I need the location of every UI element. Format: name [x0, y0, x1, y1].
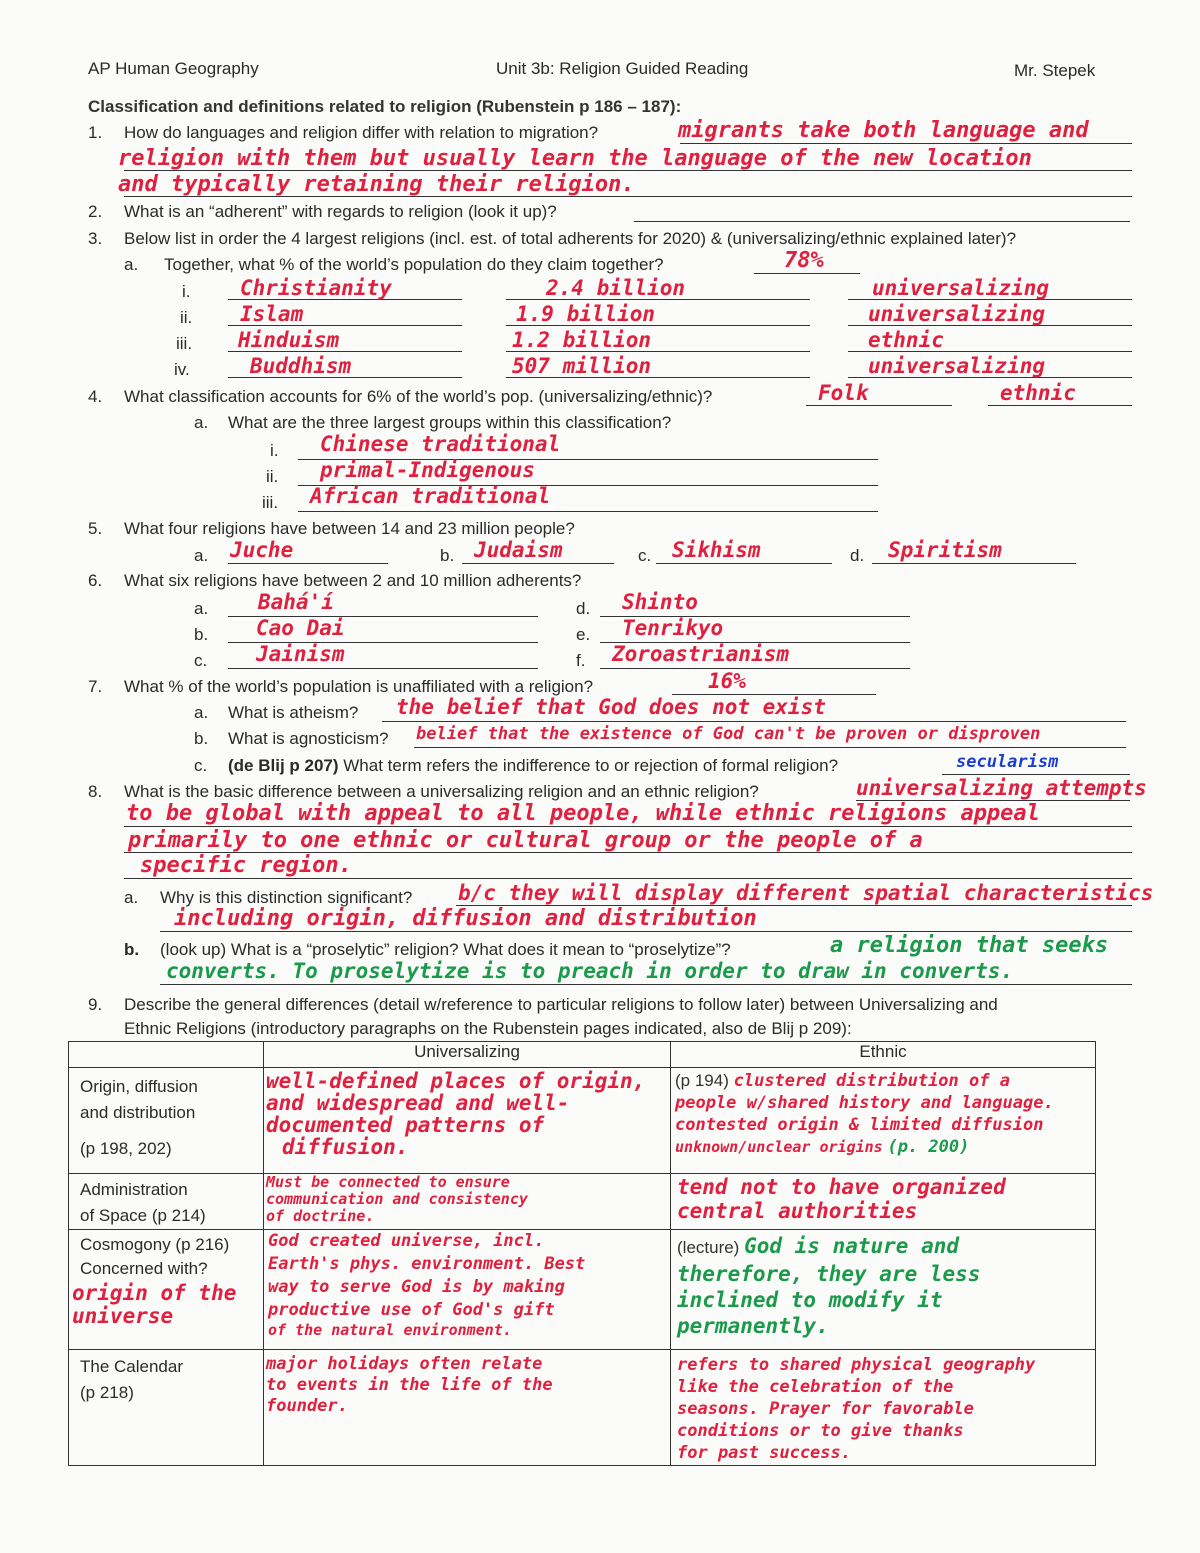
q3-count: 507 million [512, 354, 652, 378]
q7c-answer: secularism [956, 752, 1059, 772]
unit-title: Unit 3b: Religion Guided Reading [496, 59, 749, 78]
q1-answer-line2: religion with them but usually learn the language of the new location [118, 146, 1032, 171]
answer-line [160, 931, 1132, 932]
cell-answer-line: diffusion. [282, 1135, 409, 1159]
q8a-answer-line1: b/c they will display different spatial characteristics [458, 881, 1154, 905]
q7-answer: 16% [708, 669, 746, 693]
q3a-answer: 78% [784, 248, 824, 273]
row-label-line: (p 218) [80, 1383, 134, 1402]
table-row [69, 1350, 1096, 1466]
q5-text: What four religions have between 14 and 23 million people? [124, 519, 575, 538]
answer-line [228, 668, 538, 669]
q7a-answer: the belief that God does not exist [396, 695, 826, 719]
q8b-answer-line1: a religion that seeks [830, 933, 1109, 958]
q4-item-answer: African traditional [310, 484, 551, 508]
q4-answer-type: ethnic [1000, 381, 1076, 405]
answer-line [872, 563, 1076, 564]
q3-religion: Buddhism [250, 354, 352, 378]
q5-label: c. [638, 546, 652, 565]
q3-religion: Christianity [240, 276, 392, 300]
q3-religion: Islam [240, 302, 304, 326]
q3-type: universalizing [868, 354, 1046, 378]
q5-label: d. [850, 546, 865, 565]
q7c-text [228, 756, 838, 776]
q8-number: 8. [88, 782, 103, 801]
cell-answer-line: God created universe, incl. [268, 1231, 545, 1251]
q7b-text: What is agnosticism? [228, 729, 389, 748]
q6-answer: Zoroastrianism [612, 642, 790, 666]
q9-text-line1: Describe the general differences (detail w/reference to particular religions to follow later) between Universalizing and [124, 995, 998, 1014]
q3a-label: a. [124, 255, 139, 274]
table-row [69, 1068, 1096, 1174]
universalizing-cell [264, 1230, 671, 1350]
cell-answer [266, 1070, 670, 1158]
cell-answer-line: people w/shared history and language. [675, 1093, 1054, 1113]
answer-line [806, 405, 952, 406]
cell-answer-line: God is nature and [744, 1234, 960, 1258]
q3-count: 1.9 billion [516, 302, 656, 326]
q8-text: What is the basic difference between a universalizing religion and an ethnic religion? [124, 782, 759, 801]
cell-answer [677, 1233, 1095, 1339]
q6-answer: Bahá'í [258, 590, 334, 614]
cell-answer-line: communication and consistency [266, 1190, 528, 1208]
q7b-label: b. [194, 729, 209, 748]
cell-answer-line: of the natural environment. [268, 1321, 512, 1339]
q8a-answer-line2: including origin, diffusion and distribution [174, 906, 757, 931]
row-label [69, 1174, 264, 1230]
teacher-name: Mr. Stepek [1014, 61, 1096, 80]
q8b-question: What is a “proselytic” religion? What does it mean to “proselytize”? [226, 940, 731, 959]
cell-answer-line: well-defined places of origin, [266, 1069, 646, 1093]
q6-label: b. [194, 625, 209, 644]
row-label-line: Cosmogony (p 216) [80, 1235, 230, 1254]
q2-text: What is an “adherent” with regards to religion (look it up)? [124, 202, 557, 221]
q5-label: a. [194, 546, 209, 565]
answer-line [634, 221, 1130, 222]
column-header-universalizing [264, 1042, 671, 1068]
row-label-line: Origin, diffusion [80, 1077, 198, 1096]
row-label-answer: origin of the [72, 1281, 237, 1305]
q4-number: 4. [88, 387, 103, 406]
q3-number: 3. [88, 229, 103, 248]
universalizing-cell [264, 1174, 671, 1230]
cell-answer-line: way to serve God is by making [268, 1277, 565, 1297]
q3-row-roman: i. [182, 282, 191, 301]
q8-answer-line1: universalizing attempts [856, 776, 1147, 800]
q3-count: 1.2 billion [512, 328, 652, 352]
q4a-text: What are the three largest groups within this classification? [228, 413, 672, 432]
q4-item-roman: iii. [262, 493, 279, 512]
q8a-text: Why is this distinction significant? [160, 888, 413, 907]
cell-answer [675, 1070, 1095, 1158]
answer-line [160, 984, 1132, 985]
q3-count: 2.4 billion [546, 276, 686, 300]
answer-line [382, 721, 1126, 722]
cell-answer [677, 1175, 1095, 1223]
q1-answer-line1: migrants take both language and [678, 118, 1089, 143]
cell-answer-line: of doctrine. [266, 1207, 375, 1225]
answer-line [124, 878, 1132, 879]
cell-answer-line: therefore, they are less [677, 1262, 981, 1286]
q3-row-roman: ii. [180, 308, 193, 327]
universalizing-cell [264, 1350, 671, 1466]
cell-answer [266, 1174, 670, 1225]
cell-answer-line: unknown/unclear origins [675, 1138, 883, 1156]
q4-item-answer: Chinese traditional [320, 432, 561, 456]
q6-label: e. [576, 625, 591, 644]
q3-type: ethnic [868, 328, 944, 352]
q2-number: 2. [88, 202, 103, 221]
cell-answer-line: central authorities [677, 1199, 918, 1223]
row-label-line: Administration [80, 1180, 188, 1199]
answer-line [298, 511, 878, 512]
row-label [69, 1350, 264, 1466]
table-row [69, 1230, 1096, 1350]
q1-answer-line3: and typically retaining their religion. [118, 172, 635, 197]
q1-number: 1. [88, 123, 103, 142]
cell-answer-line: for past success. [677, 1443, 851, 1463]
q3-row-roman: iv. [174, 360, 190, 379]
q4-item-roman: ii. [266, 467, 279, 486]
q3-text: Below list in order the 4 largest religions (incl. est. of total adherents for 2020) & (universalizing/ethnic explained later)? [124, 229, 1017, 248]
q8b-answer-line2: converts. To proselytize is to preach in order to draw in converts. [166, 959, 1014, 983]
table-corner [69, 1042, 264, 1068]
q7c-ref: (de Blij p 207) [228, 756, 339, 775]
cell-answer [266, 1354, 670, 1417]
q6-label: f. [576, 651, 586, 670]
q9-text-line2: Ethnic Religions (introductory paragraphs on the Rubenstein pages indicated, also de Blij p 209): [124, 1019, 852, 1038]
q3-type: universalizing [868, 302, 1046, 326]
cell-answer-line: seasons. Prayer for favorable [677, 1399, 974, 1419]
cell-answer-line: clustered distribution of a [733, 1071, 1010, 1091]
cell-answer-line: major holidays often relate [266, 1354, 543, 1374]
header-label: Universalizing [414, 1042, 520, 1061]
q8b-text [160, 940, 731, 960]
row-label [69, 1068, 264, 1174]
q7a-label: a. [194, 703, 209, 722]
q7a-text: What is atheism? [228, 703, 359, 722]
answer-line [754, 273, 860, 274]
ethnic-cell [671, 1350, 1096, 1466]
ethnic-cell [671, 1174, 1096, 1230]
cell-answer-line: founder. [266, 1396, 348, 1416]
row-label-answer: universe [72, 1304, 174, 1328]
q5-answer: Juche [230, 538, 294, 562]
q8-answer-line2: to be global with appeal to all people, while ethnic religions appeal [126, 801, 1040, 826]
q3-type: universalizing [872, 276, 1050, 300]
ethnic-cell [671, 1068, 1096, 1174]
q4-text: What classification accounts for 6% of the world’s pop. (universalizing/ethnic)? [124, 387, 713, 406]
q4-answer: Folk [818, 381, 869, 405]
row-label [69, 1230, 264, 1350]
answer-line [414, 747, 1126, 748]
q5-number: 5. [88, 519, 103, 538]
q7c-question: What term refers the indifference to or rejection of formal religion? [338, 756, 839, 775]
q5-answer: Spiritism [888, 538, 1002, 562]
comparison-table [68, 1041, 1096, 1466]
cell-answer-line: conditions or to give thanks [677, 1421, 964, 1441]
q4a-label: a. [194, 413, 209, 432]
cell-answer-line: refers to shared physical geography [677, 1355, 1036, 1375]
q3-religion: Hinduism [238, 328, 340, 352]
row-label-line: of Space (p 214) [80, 1206, 206, 1225]
universalizing-cell [264, 1068, 671, 1174]
q5-answer: Sikhism [672, 538, 761, 562]
answer-line [462, 563, 614, 564]
q6-label: c. [194, 651, 208, 670]
q7b-answer: belief that the existence of God can't be proven or disproven [416, 724, 1041, 744]
q5-answer: Judaism [474, 538, 563, 562]
answer-line [600, 668, 910, 669]
q1-text: How do languages and religion differ with relation to migration? [124, 123, 599, 142]
answer-line [656, 563, 832, 564]
q7-number: 7. [88, 677, 103, 696]
q8a-label: a. [124, 888, 139, 907]
cell-answer-line: Must be connected to ensure [266, 1173, 510, 1191]
q7-text: What % of the world’s population is unaffiliated with a religion? [124, 677, 594, 696]
header-label: Ethnic [859, 1042, 907, 1061]
q6-answer: Shinto [622, 590, 698, 614]
answer-line [942, 774, 1130, 775]
answer-line [228, 563, 388, 564]
q3a-text: Together, what % of the world’s population do they claim together? [164, 255, 664, 274]
q9-number: 9. [88, 995, 103, 1014]
row-label-line: The Calendar [80, 1357, 184, 1376]
q5-label: b. [440, 546, 455, 565]
q6-answer: Cao Dai [256, 616, 345, 640]
cell-answer-line: to events in the life of the [266, 1375, 553, 1395]
cell-answer-line: like the celebration of the [677, 1377, 954, 1397]
answer-line [124, 826, 1132, 827]
q4-item-answer: primal-Indigenous [320, 458, 535, 482]
q6-text: What six religions have between 2 and 10 million adherents? [124, 571, 582, 590]
row-label-line: Concerned with? [80, 1259, 208, 1278]
q8b-ref: (look up) [160, 940, 227, 959]
q4-item-roman: i. [270, 441, 279, 460]
cell-answer-line: inclined to modify it [677, 1288, 943, 1312]
cell-answer [677, 1354, 1095, 1464]
course-title: AP Human Geography [88, 59, 259, 78]
q6-number: 6. [88, 571, 103, 590]
spacer [80, 1126, 263, 1136]
section-title: Classification and definitions related to religion (Rubenstein p 186 – 187): [88, 97, 682, 116]
page-ref: (lecture) [677, 1238, 740, 1257]
q8b-label: b. [124, 940, 140, 959]
cell-answer-line: contested origin & limited diffusion [675, 1115, 1044, 1135]
row-label-line: (p 198, 202) [80, 1139, 172, 1158]
cell-answer-line: productive use of God's gift [268, 1300, 555, 1320]
cell-answer-line: permanently. [677, 1314, 829, 1338]
q6-answer: Tenrikyo [622, 616, 724, 640]
q6-label: a. [194, 599, 209, 618]
q7c-label: c. [194, 756, 208, 775]
column-header-ethnic [671, 1042, 1096, 1068]
q6-label: d. [576, 599, 591, 618]
answer-line [680, 143, 1132, 144]
q8-answer-line4: specific region. [140, 853, 352, 878]
q3-row-roman: iii. [176, 334, 193, 353]
cell-answer-line: and widespread and well- [266, 1091, 570, 1115]
row-label-line: and distribution [80, 1103, 196, 1122]
answer-line [988, 405, 1132, 406]
cell-answer-line: Earth's phys. environment. Best [268, 1254, 586, 1274]
ethnic-cell [671, 1230, 1096, 1350]
q6-answer: Jainism [256, 642, 345, 666]
cell-answer [268, 1230, 670, 1338]
cell-answer-line: tend not to have organized [677, 1175, 1006, 1199]
q8-answer-line3: primarily to one ethnic or cultural group or the people of a [128, 828, 923, 853]
table-row [69, 1174, 1096, 1230]
page-ref: (p 194) [675, 1071, 729, 1090]
cell-answer-line: documented patterns of [266, 1113, 545, 1137]
page-ref: (p. 200) [887, 1137, 970, 1157]
